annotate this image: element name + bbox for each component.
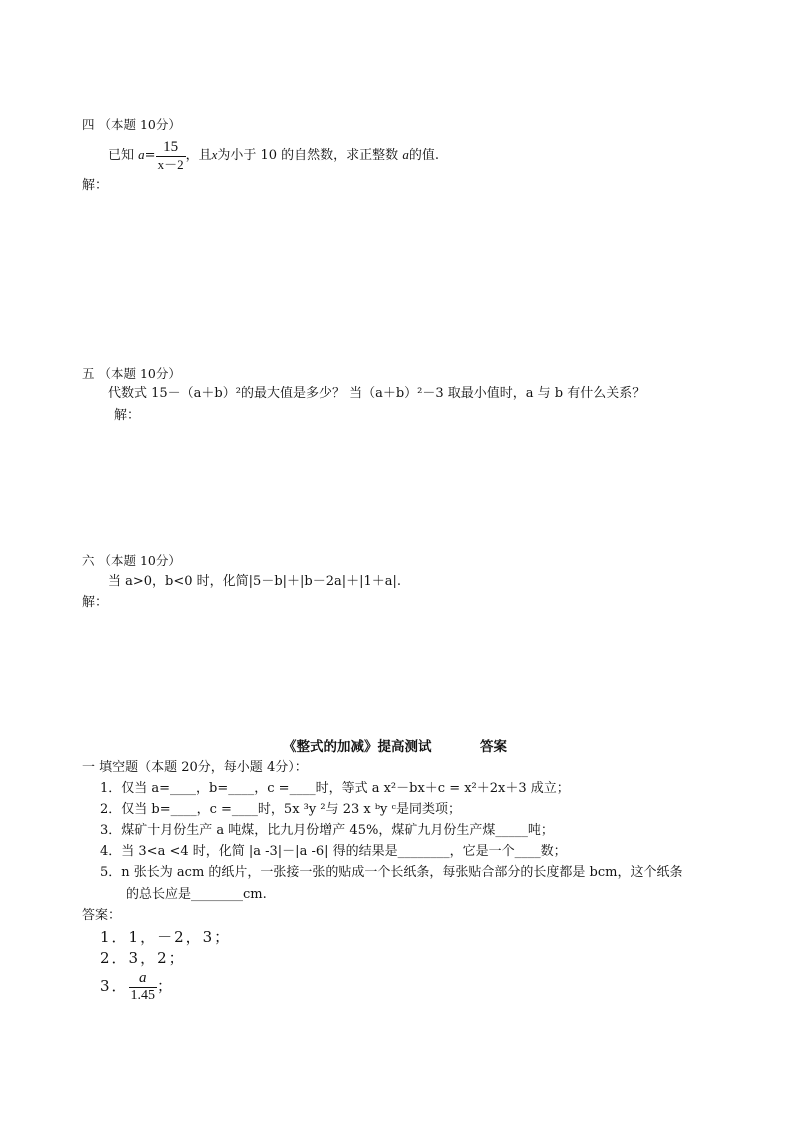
answer-3-prefix: 3． — [100, 977, 129, 995]
question-1: 1．仅当 a=____，b=____，c =____时，等式 a x²－bx＋c = x²＋2x＋3 成立； — [100, 781, 570, 796]
question-3: 3．煤矿十月份生产 a 吨煤，比九月份增产 45%，煤矿九月份生产煤_____吨； — [100, 823, 554, 838]
section5-solve-label: 解： — [114, 408, 141, 423]
answer-title-tail: 答案 — [480, 739, 507, 755]
q-prefix: 已知 — [108, 148, 135, 163]
question-5-line-1: 5．n 张长为 acm 的纸片，一张接一张的贴成一个长纸条，每张贴合部分的长度都是 bcm，这个纸条 — [100, 865, 683, 880]
section6-question: 当 a>0，b<0 时，化简|5－b|＋|b－2a|＋|1＋a|. — [108, 574, 402, 589]
var-a-2: a — [402, 147, 409, 162]
answer-1: 1．1，－2，3； — [100, 928, 232, 946]
question-2: 2．仅当 b=____，c =____时，5x ³y ²与 23 x ᵇy ᶜ是同类项； — [100, 802, 462, 817]
q-tail: 的值. — [408, 148, 439, 163]
fill-heading: 一 填空题（本题 20分，每小题 4分）： — [82, 760, 308, 775]
section4-question — [108, 138, 439, 174]
question-5-line-2: 的总长应是________cm. — [126, 887, 267, 902]
answer-3-suffix: ； — [157, 977, 175, 995]
var-x: x — [211, 147, 218, 162]
section4-solve-label: 解： — [82, 178, 109, 193]
q-end: 为小于 10 的自然数，求正整数 — [217, 148, 399, 163]
section4-heading: 四 （本题 10分） — [82, 117, 181, 132]
var-a: a — [138, 147, 145, 162]
answer-title: 《整式的加减》提高测试 — [283, 739, 432, 755]
fraction — [156, 139, 186, 173]
answer-3 — [100, 968, 174, 1008]
fraction-numerator: 15 — [156, 139, 186, 157]
section5-heading: 五 （本题 10分） — [82, 366, 181, 381]
answer-3-fraction — [129, 970, 158, 1004]
eq: = — [144, 148, 156, 163]
answer-3-numerator: a — [129, 970, 158, 988]
section6-solve-label: 解： — [82, 595, 109, 610]
answer-3-denominator: 1.45 — [130, 988, 156, 1003]
fraction-denominator: x－2 — [157, 156, 184, 172]
section5-question: 代数式 15－（a＋b）²的最大值是多少？ 当（a＋b）²－3 取最小值时，a 与 b 有什么关系？ — [108, 386, 646, 401]
answers-label: 答案： — [82, 908, 122, 923]
section6-heading: 六 （本题 10分） — [82, 553, 181, 568]
q-mid: ，且 — [185, 148, 212, 163]
question-4: 4．当 3<a <4 时，化简 |a -3|－|a -6| 得的结果是________，它是一个____数； — [100, 844, 567, 859]
answer-2: 2．3，2； — [100, 949, 186, 967]
